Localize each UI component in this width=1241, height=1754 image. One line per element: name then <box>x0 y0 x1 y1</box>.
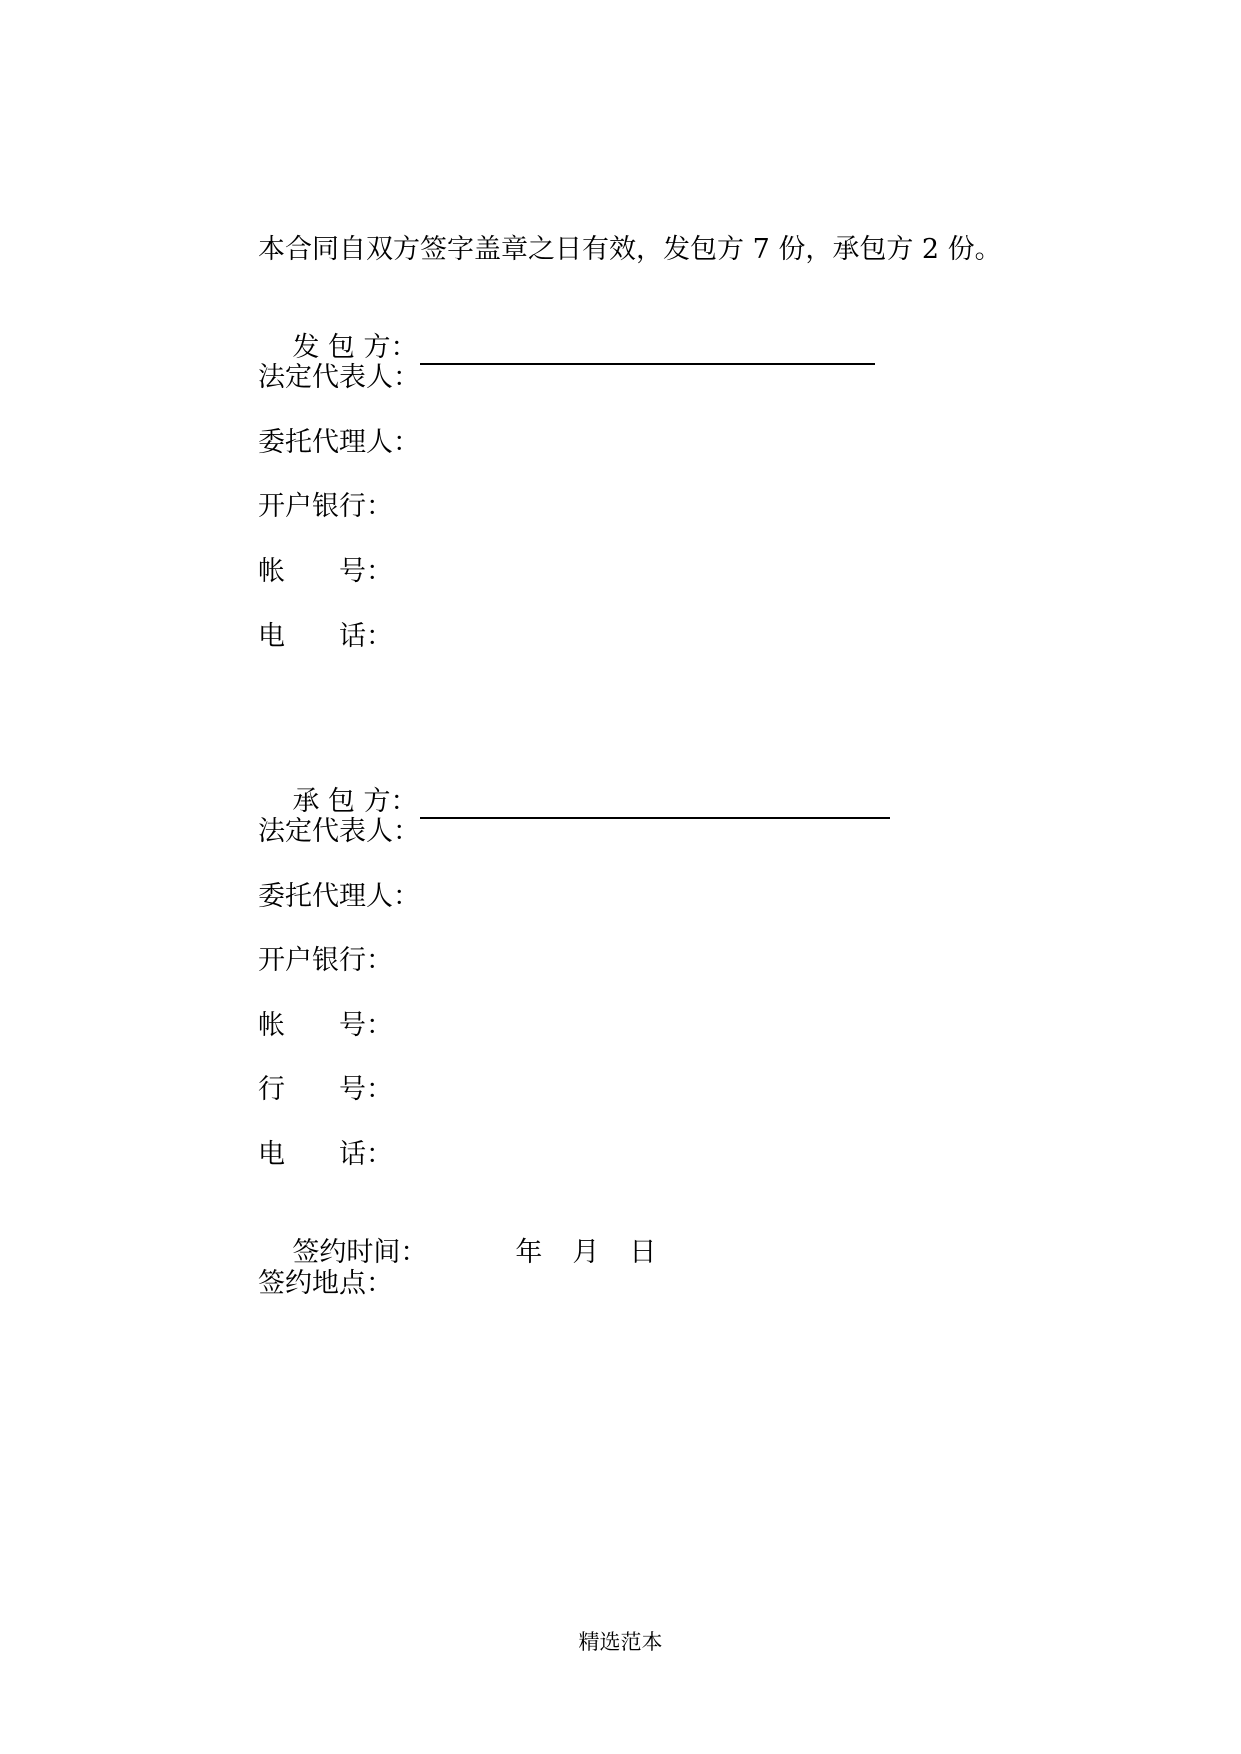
validity-clause: 本合同自双方签字盖章之日有效，发包方 7 份，承包方 2 份。 <box>258 234 1002 265</box>
contractor-bank: 开户银行： <box>258 945 393 976</box>
contractor-label: 承 包 方： <box>292 786 418 817</box>
employer-legal-rep: 法定代表人： <box>258 362 420 393</box>
signing-month: 月 <box>572 1237 600 1268</box>
signing-year: 年 <box>515 1237 543 1268</box>
employer-account: 帐 号： <box>258 556 393 587</box>
signing-place: 签约地点： <box>258 1268 393 1299</box>
employer-row <box>258 297 875 363</box>
employer-agent: 委托代理人： <box>258 427 420 458</box>
employer-name-line[interactable] <box>420 341 875 365</box>
employer-bank: 开户银行： <box>258 491 393 522</box>
signing-day: 日 <box>629 1237 657 1268</box>
contractor-account: 帐 号： <box>258 1010 393 1041</box>
contractor-bank-code: 行 号： <box>258 1074 393 1105</box>
signing-time-row <box>258 1202 657 1268</box>
contractor-row <box>258 751 890 817</box>
contractor-legal-rep: 法定代表人： <box>258 816 420 847</box>
page-footer: 精选范本 <box>578 1630 663 1654</box>
contractor-agent: 委托代理人： <box>258 881 420 912</box>
contractor-phone: 电 话： <box>258 1139 393 1170</box>
employer-phone: 电 话： <box>258 621 393 652</box>
contractor-name-line[interactable] <box>420 795 890 819</box>
signing-time-label: 签约时间： <box>292 1237 428 1268</box>
employer-label: 发 包 方： <box>292 332 418 363</box>
